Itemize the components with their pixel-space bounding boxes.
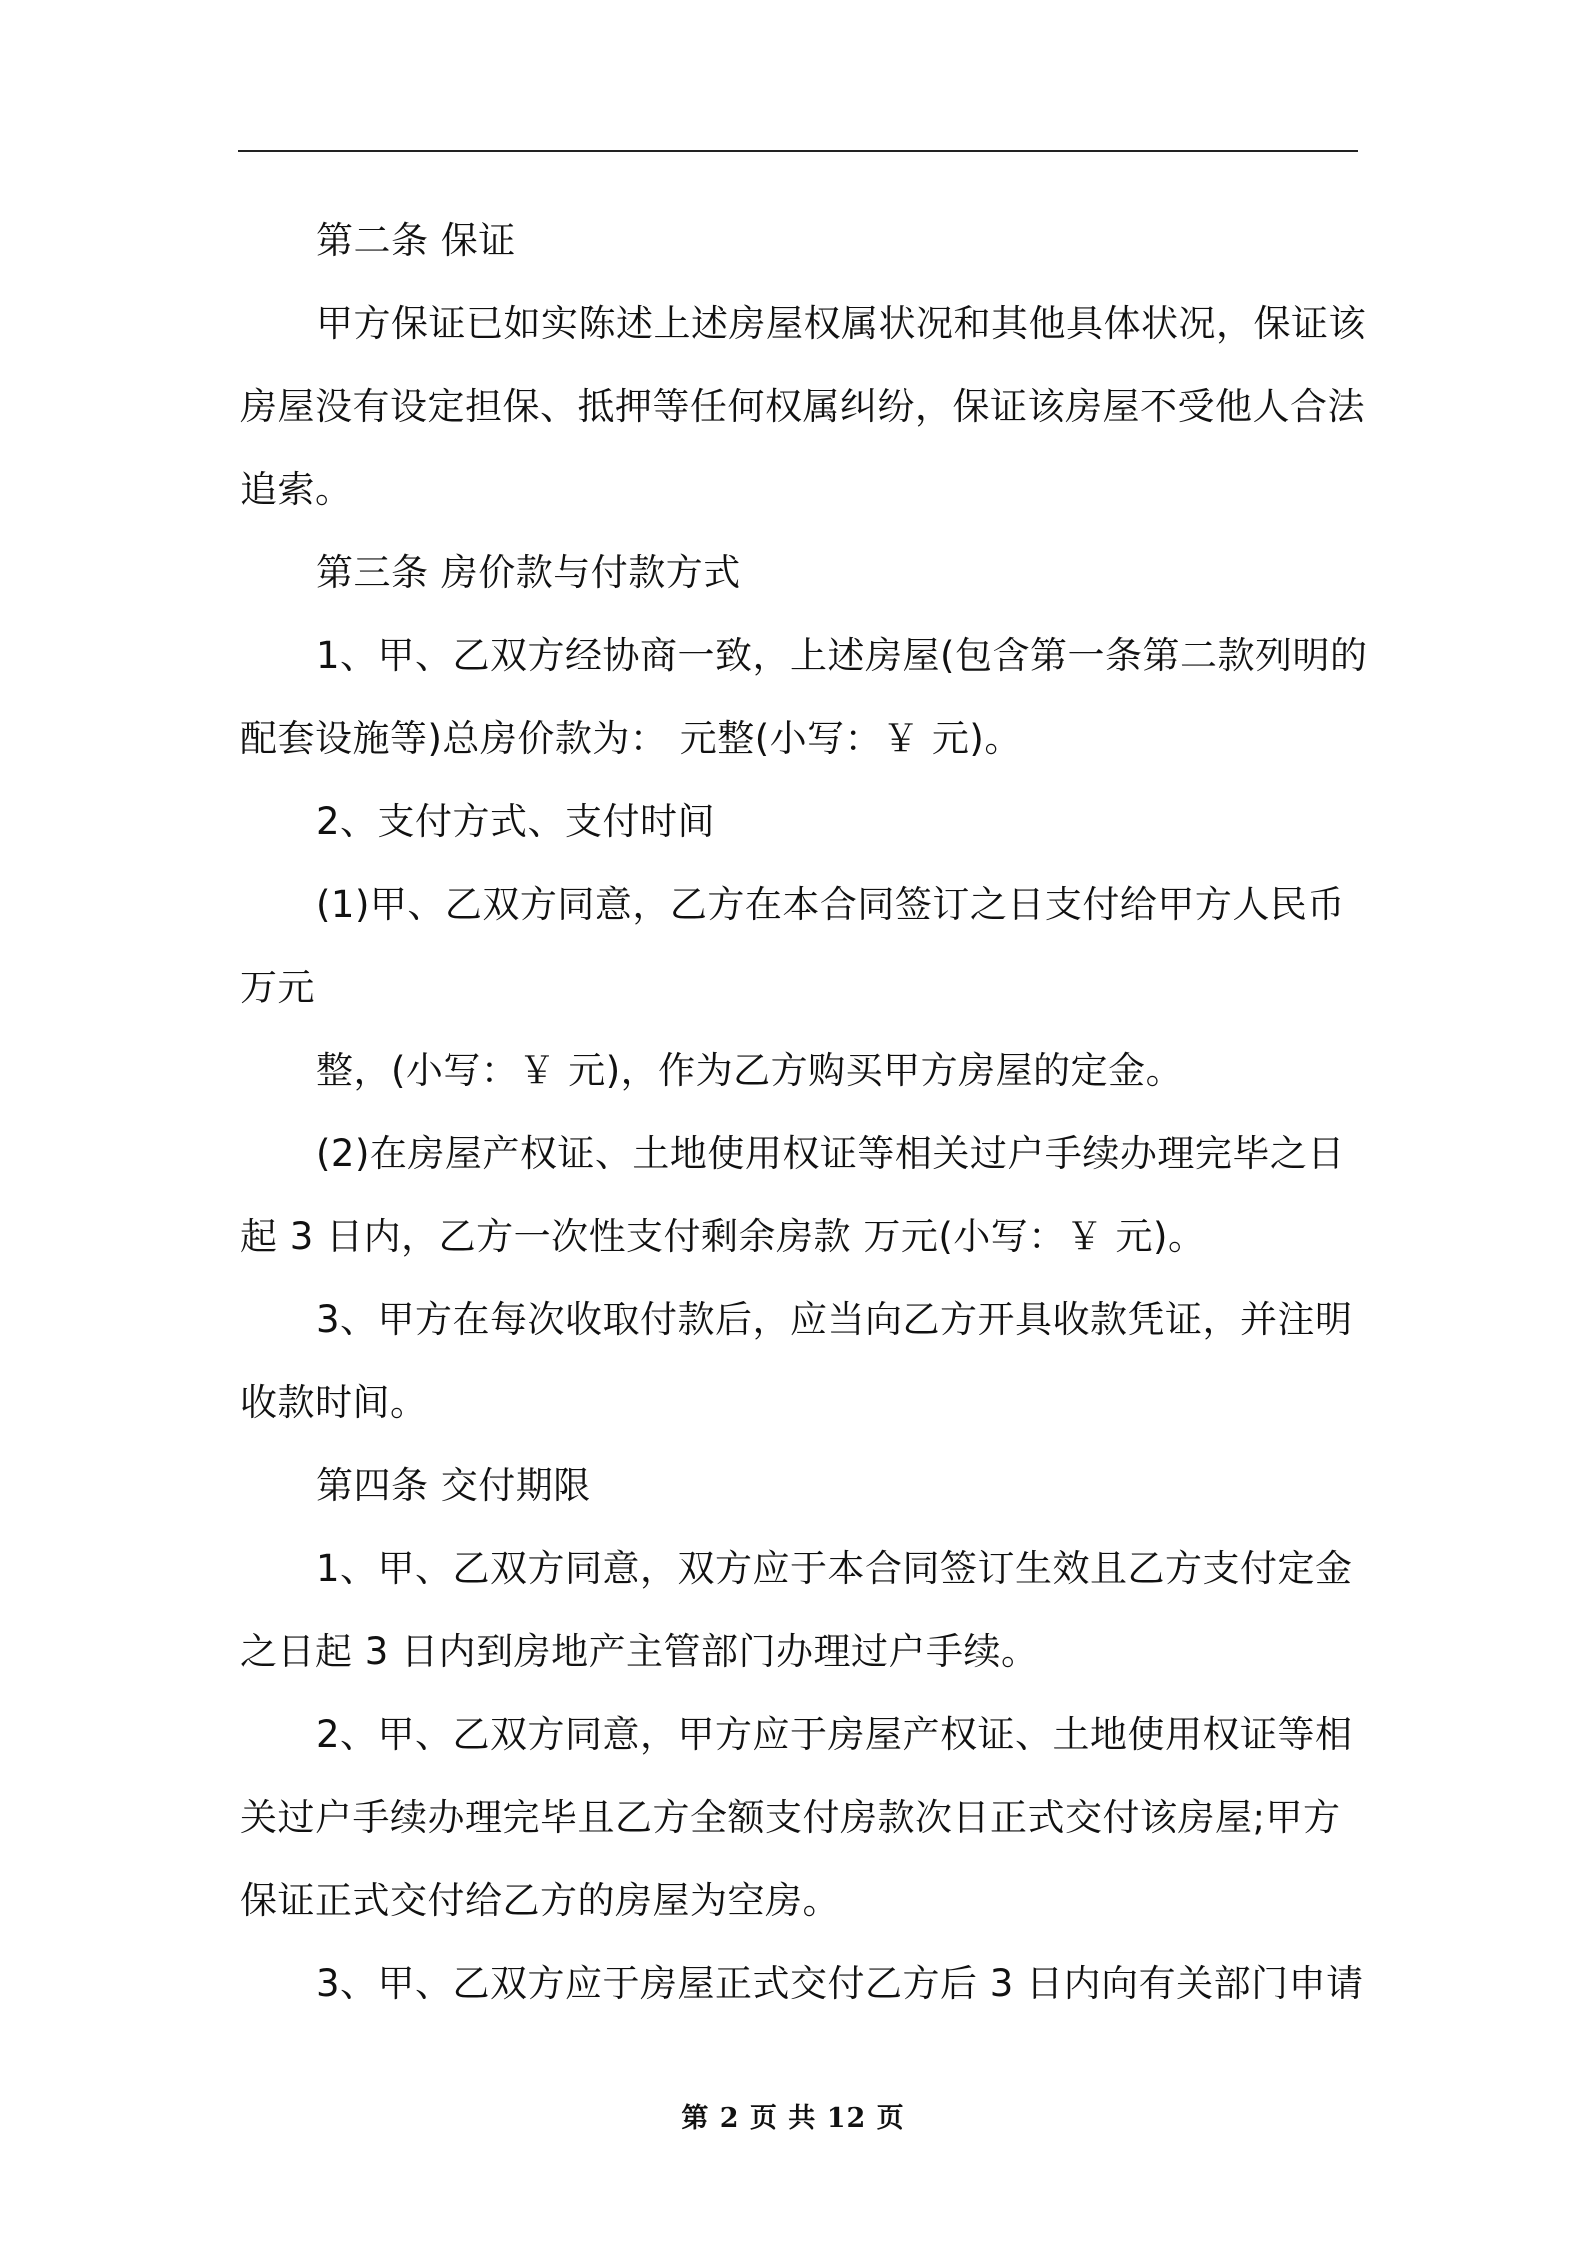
paragraph-line: 追索。 [240, 468, 353, 511]
page-number-footer: 第 2 页 共 12 页 [681, 2103, 905, 2134]
paragraph-line: 万元 [240, 966, 315, 1009]
document-body [240, 199, 1368, 2025]
paragraph-line: (1)甲、乙双方同意，乙方在本合同签订之日支付给甲方人民币 [316, 883, 1345, 926]
paragraph-line: 3、甲方在每次收取付款后，应当向乙方开具收款凭证，并注明 [316, 1298, 1353, 1341]
paragraph-line: 房屋没有设定担保、抵押等任何权属纠纷，保证该房屋不受他人合法 [240, 385, 1365, 428]
section-heading-article-4: 第四条 交付期限 [316, 1464, 591, 1507]
paragraph-line: 起 3 日内，乙方一次性支付剩余房款 万元(小写：￥ 元)。 [240, 1215, 1206, 1258]
paragraph-line: (2)在房屋产权证、土地使用权证等相关过户手续办理完毕之日 [316, 1132, 1345, 1175]
paragraph-line: 整，(小写：￥ 元)，作为乙方购买甲方房屋的定金。 [316, 1049, 1184, 1092]
paragraph-line: 2、甲、乙双方同意，甲方应于房屋产权证、土地使用权证等相 [316, 1713, 1353, 1756]
paragraph-line: 1、甲、乙双方经协商一致，上述房屋(包含第一条第二款列明的 [316, 634, 1368, 677]
paragraph-line: 甲方保证已如实陈述上述房屋权属状况和其他具体状况，保证该 [316, 302, 1366, 345]
paragraph-line: 3、甲、乙双方应于房屋正式交付乙方后 3 日内向有关部门申请 [316, 1962, 1364, 2005]
paragraph-line: 之日起 3 日内到房地产主管部门办理过户手续。 [240, 1630, 1039, 1673]
paragraph-line: 保证正式交付给乙方的房屋为空房。 [240, 1879, 840, 1922]
paragraph-line: 关过户手续办理完毕且乙方全额支付房款次日正式交付该房屋;甲方 [240, 1796, 1341, 1839]
paragraph-line: 1、甲、乙双方同意，双方应于本合同签订生效且乙方支付定金 [316, 1547, 1353, 1590]
section-heading-article-2: 第二条 保证 [316, 219, 516, 262]
paragraph-line: 配套设施等)总房价款为： 元整(小写：￥ 元)。 [240, 717, 1022, 760]
paragraph-line: 2、支付方式、支付时间 [316, 800, 716, 843]
paragraph-line: 收款时间。 [240, 1381, 428, 1424]
section-heading-article-3: 第三条 房价款与付款方式 [316, 551, 741, 594]
header-rule [238, 150, 1358, 152]
